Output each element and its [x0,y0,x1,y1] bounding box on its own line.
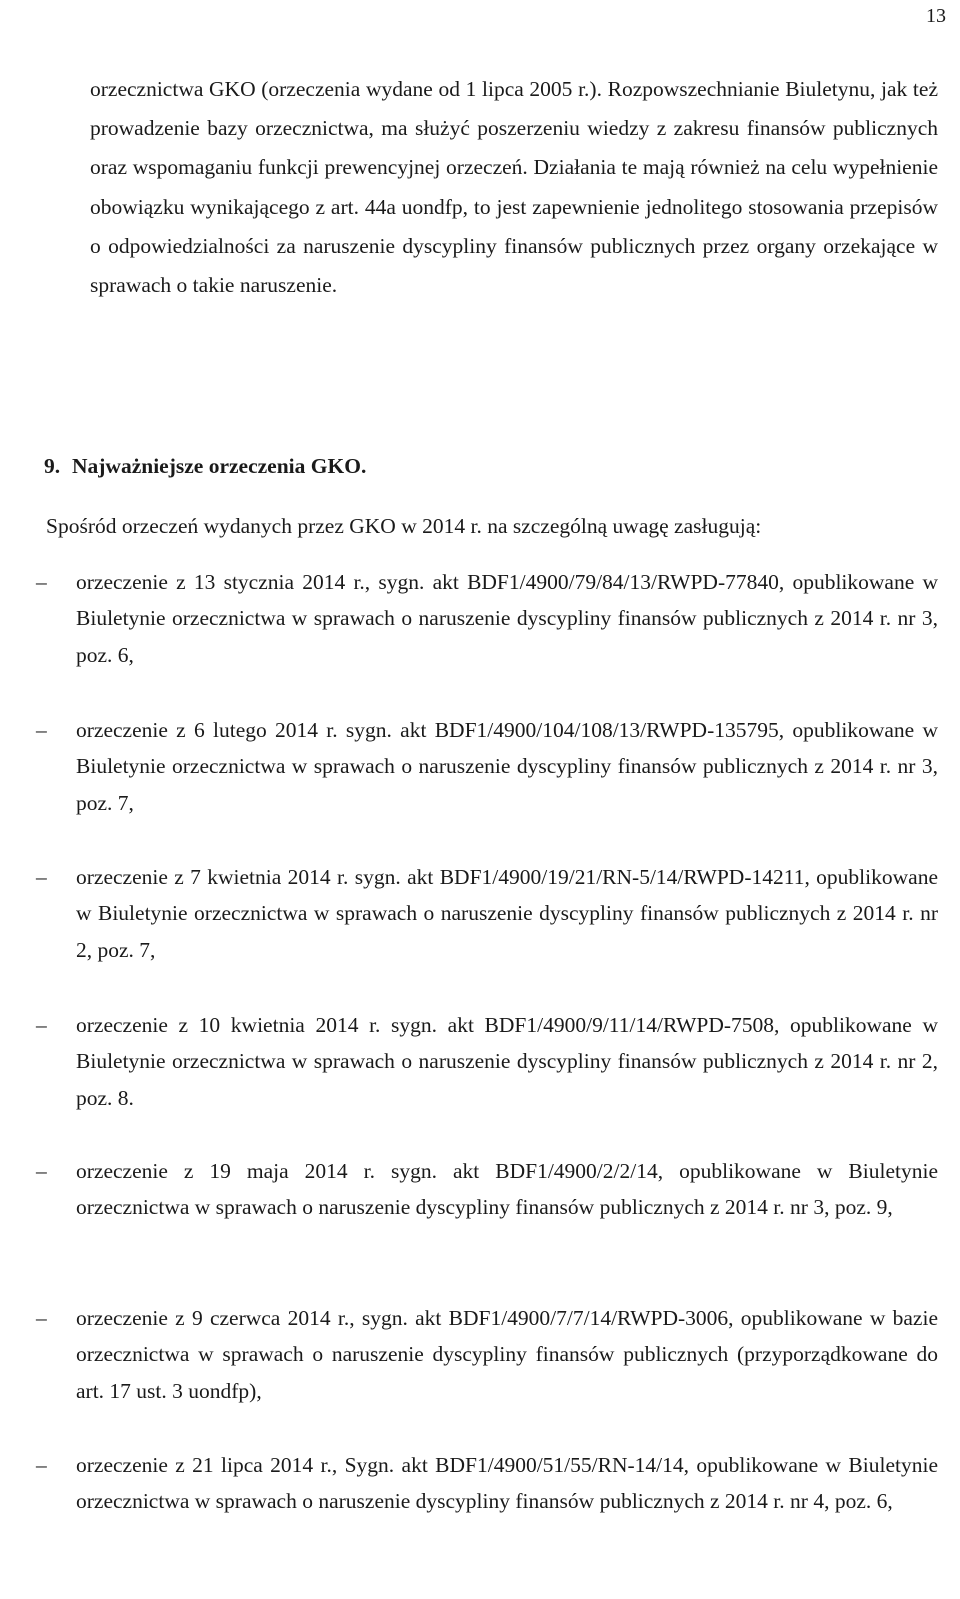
list-item-text: orzeczenie z 21 lipca 2014 r., Sygn. akt BDF1/4900/51/55/RN-14/14, opublikowane w Biuletynie orzecznictwa w sprawach o naruszenie dyscypliny finansów publicznych z 2014 r. nr 4, poz. 6, [76,1453,938,1514]
section-heading [44,449,366,483]
list-item-text: orzeczenie z 9 czerwca 2014 r., sygn. akt BDF1/4900/7/7/14/RWPD-3006, opublikowane w bazie orzecznictwa w sprawach o naruszenie dyscypliny finansów publicznych (przyporządkowane do art. 17 ust. 3 uondfp), [76,1306,938,1403]
intro-paragraph: orzecznictwa GKO (orzeczenia wydane od 1 lipca 2005 r.). Rozpowszechnianie Biuletynu, jak też prowadzenie bazy orzecznictwa, ma służyć poszerzeniu wiedzy z zakresu finansów publicznych oraz wspomaganiu funkcji prewencyjnej orzeczeń. Działania te mają również na celu wypełnienie obowiązku wynikającego z art. 44a uondfp, to jest zapewnienie jednolitego stosowania przepisów o odpowiedzialności za naruszenie dyscypliny finansów publicznych przez organy orzekające w sprawach o takie naruszenie. [90,77,938,298]
section-lead: Spośród orzeczeń wydanych przez GKO w 2014 r. na szczególną uwagę zasługują: [46,514,762,538]
list-item-text: orzeczenie z 6 lutego 2014 r. sygn. akt BDF1/4900/104/108/13/RWPD-135795, opublikowane w Biuletynie orzecznictwa w sprawach o naruszenie dyscypliny finansów publicznych z 2014 r. nr 3, poz. 7, [76,718,938,815]
list-marker: – [36,570,47,594]
list-marker: – [36,1306,47,1330]
list-marker: – [36,1013,47,1037]
list-item [36,1153,938,1226]
list-item [36,564,938,673]
list-item [36,1447,938,1520]
list-item [36,859,938,968]
list-item-text: orzeczenie z 7 kwietnia 2014 r. sygn. akt BDF1/4900/19/21/RN-5/14/RWPD-14211, opublikowane w Biuletynie orzecznictwa w sprawach o naruszenie dyscypliny finansów publicznych z 2014 r. nr 2, poz. 7, [76,865,938,962]
list-item-text: orzeczenie z 19 maja 2014 r. sygn. akt BDF1/4900/2/2/14, opublikowane w Biuletynie orzecznictwa w sprawach o naruszenie dyscypliny finansów publicznych z 2014 r. nr 3, poz. 9, [76,1159,938,1220]
section-title: Najważniejsze orzeczenia GKO. [72,454,367,478]
page-number: 13 [926,5,946,27]
list-item-text: orzeczenie z 13 stycznia 2014 r., sygn. akt BDF1/4900/79/84/13/RWPD-77840, opublikowane w Biuletynie orzecznictwa w sprawach o naruszenie dyscypliny finansów publicznych z 2014 r. nr 3, poz. 6, [76,570,938,667]
list-item [36,1007,938,1116]
list-marker: – [36,1453,47,1477]
list-item [36,1300,938,1409]
list-item-text: orzeczenie z 10 kwietnia 2014 r. sygn. akt BDF1/4900/9/11/14/RWPD-7508, opublikowane w Biuletynie orzecznictwa w sprawach o naruszenie dyscypliny finansów publicznych z 2014 r. nr 2, poz. 8. [76,1013,938,1110]
list-marker: – [36,718,47,742]
section-number: 9. [44,454,61,478]
list-item [36,712,938,821]
list-marker: – [36,1159,47,1183]
list-marker: – [36,865,47,889]
